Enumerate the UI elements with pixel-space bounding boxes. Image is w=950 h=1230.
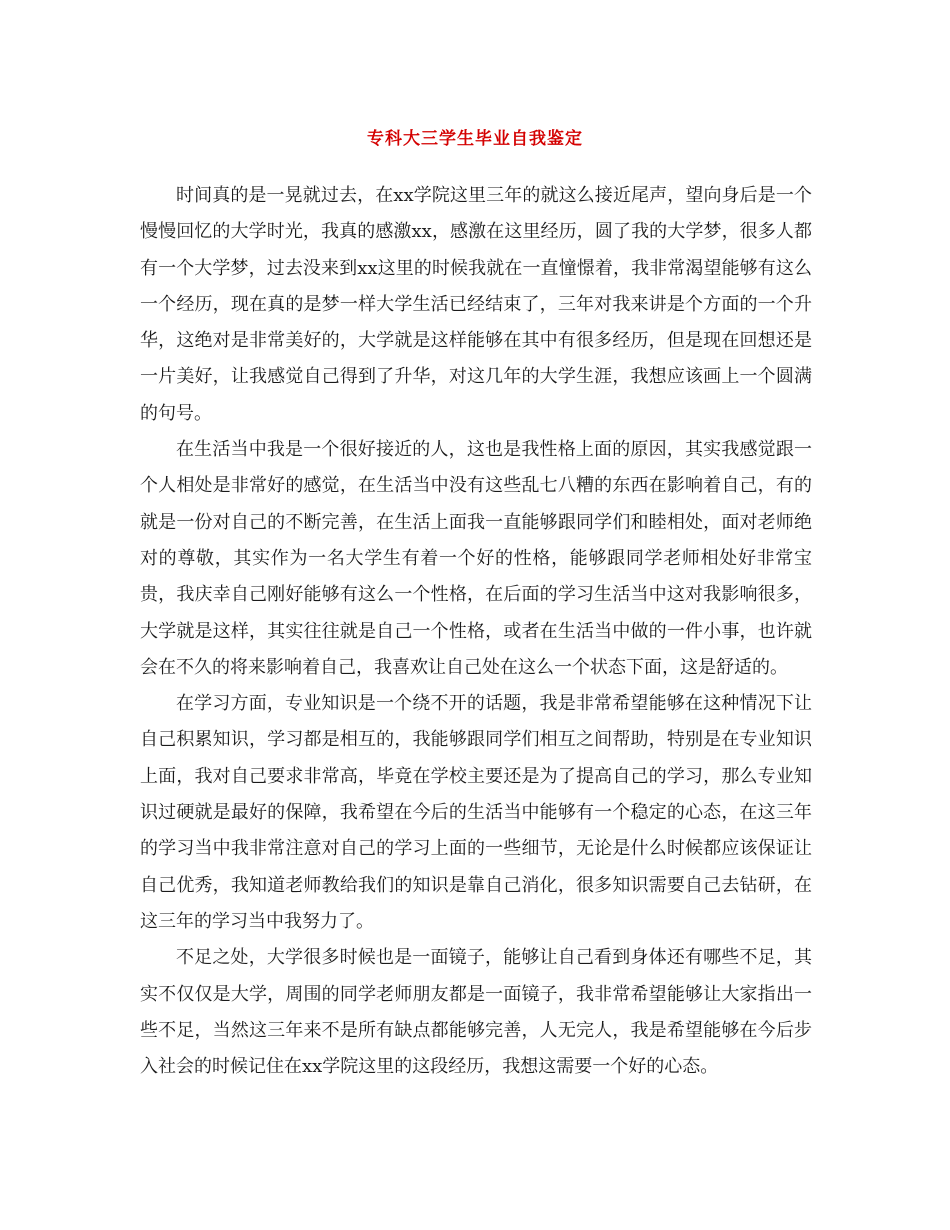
document-title: 专科大三学生毕业自我鉴定: [367, 129, 583, 149]
paragraph-3: 在学习方面，专业知识是一个绕不开的话题，我是非常希望能够在这种情况下让自己积累知识，学习都是相互的，我能够跟同学们相互之间帮助，特别是在专业知识上面，我对自己要求非常高，毕竟在学校主要还是为了提高自己的学习，那么专业知识过硬就是最好的保障，我希望在今后的生活当中能够有一个稳定的心态，在这三年的学习当中我非常注意对自己的学习上面的一些细节，无论是什么时候都应该保证让自己优秀，我知道老师教给我们的知识是靠自己消化，很多知识需要自己去钻研，在这三年的学习当中我努力了。: [140, 693, 812, 932]
paragraph-1: 时间真的是一晃就过去，在xx学院这里三年的就这么接近尾声，望向身后是一个慢慢回忆的大学时光，我真的感激xx，感激在这里经历，圆了我的大学梦，很多人都有一个大学梦，过去没来到xx这里的时候我就在一直憧憬着，我非常渴望能够有这么一个经历，现在真的是梦一样大学生活已经结束了，三年对我来讲是个方面的一个升华，这绝对是非常美好的，大学就是这样能够在其中有很多经历，但是现在回想还是一片美好，让我感觉自己得到了升华，对这几年的大学生涯，我想应该画上一个圆满的句号。: [140, 185, 812, 424]
paragraph-2: 在生活当中我是一个很好接近的人，这也是我性格上面的原因，其实我感觉跟一个人相处是非常好的感觉，在生活当中没有这些乱七八糟的东西在影响着自己，有的就是一份对自己的不断完善，在生活上面我一直能够跟同学们和睦相处，面对老师绝对的尊敬，其实作为一名大学生有着一个好的性格，能够跟同学老师相处好非常宝贵，我庆幸自己刚好能够有这么一个性格，在后面的学习生活当中这对我影响很多，大学就是这样，其实往往就是自己一个性格，或者在生活当中做的一件小事，也许就会在不久的将来影响着自己，我喜欢让自己处在这么一个状态下面，这是舒适的。: [140, 439, 812, 678]
document-body: [140, 178, 812, 1085]
paragraph-4: 不足之处，大学很多时候也是一面镜子，能够让自己看到身体还有哪些不足，其实不仅仅是大学，周围的同学老师朋友都是一面镜子，我非常希望能够让大家指出一些不足，当然这三年来不是所有缺点都能够完善，人无完人，我是希望能够在今后步入社会的时候记住在xx学院这里的这段经历，我想这需要一个好的心态。: [140, 947, 812, 1078]
